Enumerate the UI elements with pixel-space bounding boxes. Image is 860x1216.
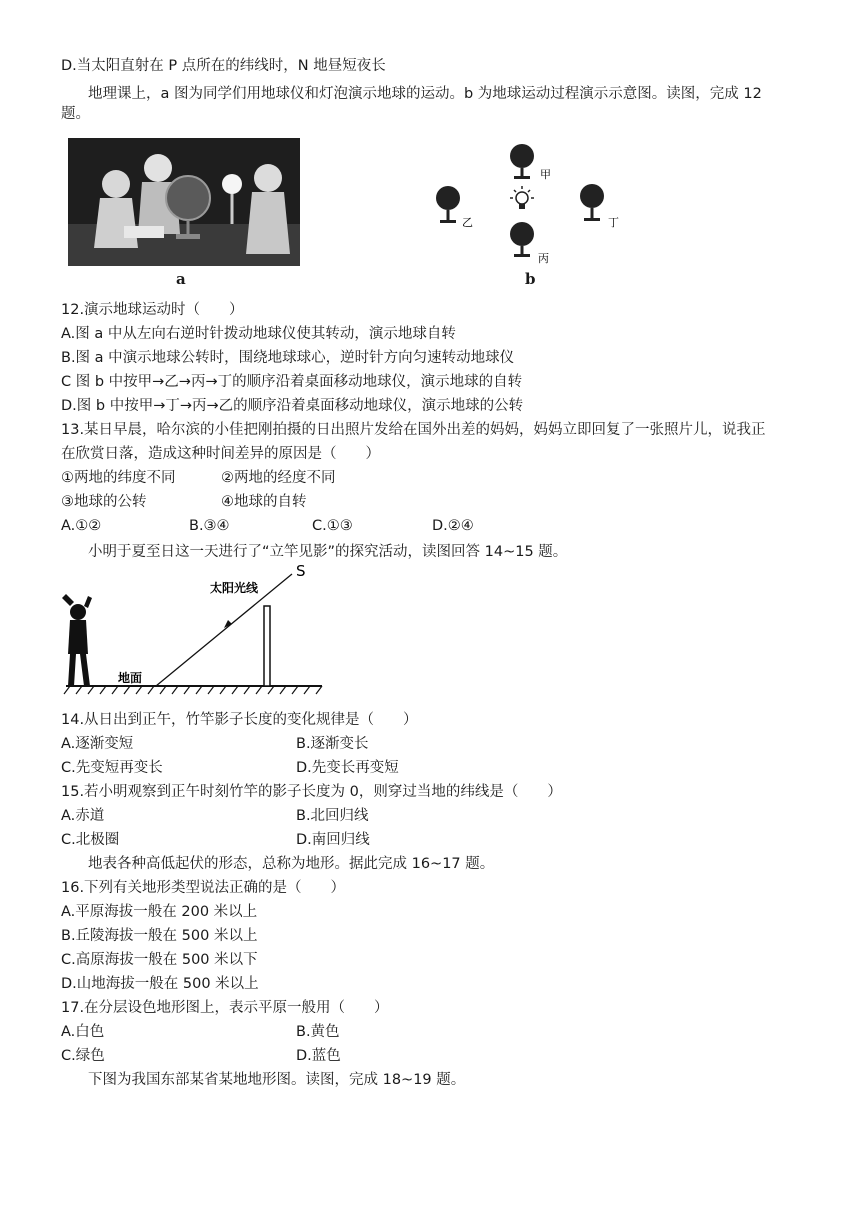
shadow-figure: [60, 562, 330, 700]
globe-icon: [436, 186, 460, 223]
figure-a-photo: [68, 138, 300, 266]
question-14-option-d: D.先变长再变短: [296, 760, 399, 776]
globe-icon: [510, 222, 534, 257]
globe-icon: [580, 184, 604, 221]
sun-label: S: [296, 562, 306, 580]
question-16-option-c: C.高原海拔一般在 500 米以下: [61, 952, 258, 968]
question-12-option-a: A.图 a 中从左向右逆时针拨动地球仪使其转动，演示地球自转: [61, 326, 456, 342]
intro-12: 地理课上，a 图为同学们用地球仪和灯泡演示地球的运动。b 为地球运动过程演示示意图。读图，完成 12: [88, 86, 762, 102]
question-13-option-a: A.①②: [61, 518, 102, 534]
question-15-option-c: C.北极圈: [61, 832, 120, 848]
question-13-option-d: D.②④: [432, 518, 474, 534]
label-yi: 乙: [462, 216, 473, 229]
intro-18-19: 下图为我国东部某省某地地形图。读图，完成 18~19 题。: [88, 1072, 466, 1088]
question-15-option-a: A.赤道: [61, 808, 105, 824]
lamp-icon: [510, 186, 534, 209]
question-13-item-2: ②两地的经度不同: [221, 470, 336, 486]
question-12-option-c: C 图 b 中按甲→乙→丙→丁的顺序沿着桌面移动地球仪，演示地球的自转: [61, 374, 523, 390]
question-15: 15.若小明观察到正午时刻竹竿的影子长度为 0，则穿过当地的纬线是（ ）: [61, 784, 562, 800]
question-17: 17.在分层设色地形图上，表示平原一般用（ ）: [61, 1000, 389, 1016]
question-15-option-b: B.北回归线: [296, 808, 369, 824]
question-15-option-d: D.南回归线: [296, 832, 370, 848]
question-13-item-4: ④地球的自转: [221, 494, 307, 510]
question-14-option-a: A.逐渐变短: [61, 736, 134, 752]
intro-16-17: 地表各种高低起伏的形态，总称为地形。据此完成 16~17 题。: [88, 856, 495, 872]
figure-b-caption: b: [525, 270, 536, 288]
globe-icon: [510, 144, 534, 179]
person-icon: [62, 594, 92, 686]
question-16-option-a: A.平原海拔一般在 200 米以上: [61, 904, 258, 920]
question-12-option-b: B.图 a 中演示地球公转时，围绕地球球心，逆时针方向匀速转动地球仪: [61, 350, 515, 366]
question-16: 16.下列有关地形类型说法正确的是（ ）: [61, 880, 346, 896]
question-12-option-d: D.图 b 中按甲→丁→丙→乙的顺序沿着桌面移动地球仪，演示地球的公转: [61, 398, 524, 414]
intro-12-cont: 题。: [61, 106, 90, 122]
question-13-item-3: ③地球的公转: [61, 494, 147, 510]
figure-a-caption: a: [176, 270, 186, 288]
ground-label: 地面: [118, 671, 143, 685]
question-16-option-b: B.丘陵海拔一般在 500 米以上: [61, 928, 258, 944]
question-13-option-b: B.③④: [189, 518, 230, 534]
label-jia: 甲: [540, 168, 551, 181]
question-13: 13.某日早晨，哈尔滨的小佳把刚拍摄的日出照片发给在国外出差的妈妈，妈妈立即回复了一张照片儿，说我正: [61, 422, 766, 438]
question-14-option-b: B.逐渐变长: [296, 736, 369, 752]
label-ding: 丁: [608, 216, 619, 229]
intro-14-15: 小明于夏至日这一天进行了“立竿见影”的探究活动，读图回答 14~15 题。: [88, 544, 568, 560]
figure-b-diagram: [430, 136, 630, 266]
label-bing: 丙: [538, 252, 549, 265]
question-16-option-d: D.山地海拔一般在 500 米以上: [61, 976, 259, 992]
question-17-option-a: A.白色: [61, 1024, 105, 1040]
question-17-option-b: B.黄色: [296, 1024, 340, 1040]
question-13-item-1: ①两地的纬度不同: [61, 470, 176, 486]
question-14: 14.从日出到正午，竹竿影子长度的变化规律是（ ）: [61, 712, 418, 728]
question-17-option-c: C.绿色: [61, 1048, 105, 1064]
sunlight-label: 太阳光线: [210, 581, 259, 595]
question-12: 12.演示地球运动时（ ）: [61, 302, 244, 318]
question-14-option-c: C.先变短再变长: [61, 760, 163, 776]
question-17-option-d: D.蓝色: [296, 1048, 341, 1064]
question-13-cont: 在欣赏日落，造成这种时间差异的原因是（ ）: [61, 446, 380, 462]
question-13-option-c: C.①③: [312, 518, 353, 534]
option-d-prev: D.当太阳直射在 P 点所在的纬线时，N 地昼短夜长: [61, 58, 386, 74]
